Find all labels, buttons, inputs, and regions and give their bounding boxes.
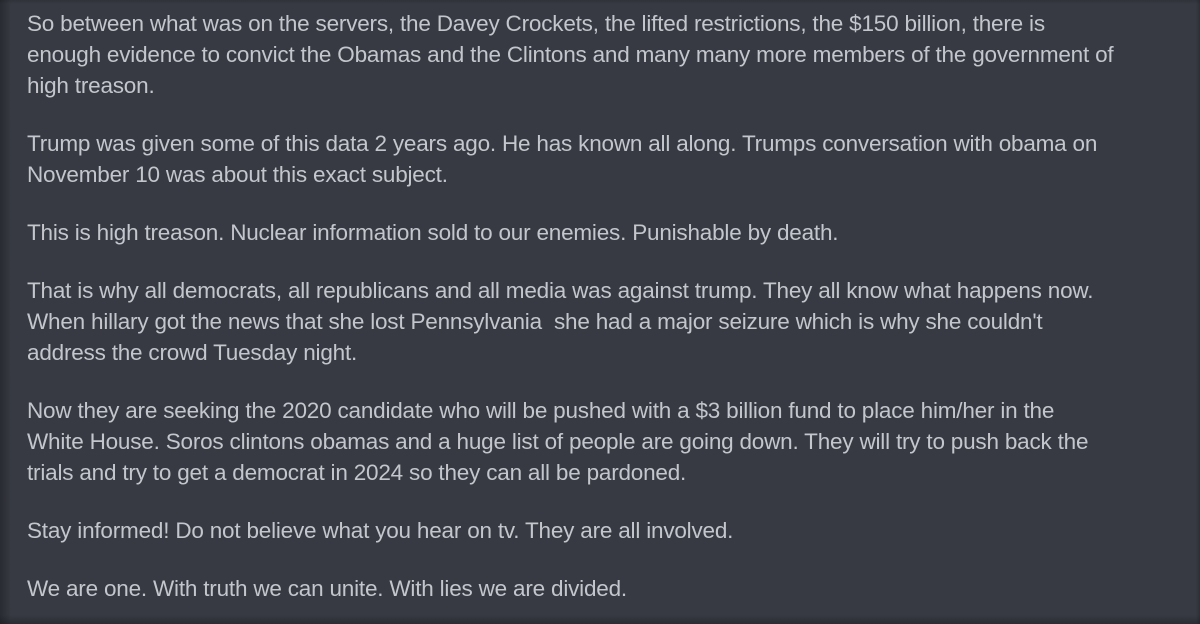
message-line: trials and try to get a democrat in 2024 so they can all be pardoned.: [27, 460, 687, 485]
message-line: address the crowd Tuesday night.: [27, 340, 358, 365]
message-paragraph: [27, 573, 1182, 604]
message-line: Stay informed! Do not believe what you hear on tv. They are all involved.: [27, 518, 734, 543]
message-line: Trump was given some of this data 2 years ago. He has known all along. Trumps conversation with obama on: [27, 131, 1098, 156]
message-line: We are one. With truth we can unite. With lies we are divided.: [27, 576, 627, 601]
message-text-block: [27, 8, 1182, 604]
message-line: This is high treason. Nuclear information sold to our enemies. Punishable by death.: [27, 220, 839, 245]
message-paragraph: [27, 8, 1182, 101]
message-line: That is why all democrats, all republicans and all media was against trump. They all know what happens now.: [27, 278, 1094, 303]
message-paragraph: [27, 128, 1182, 190]
message-paragraph: [27, 515, 1182, 546]
message-line: enough evidence to convict the Obamas and the Clintons and many many more members of the government of: [27, 42, 1114, 67]
message-line: November 10 was about this exact subject.: [27, 162, 448, 187]
message-line: Now they are seeking the 2020 candidate who will be pushed with a $3 billion fund to place him/her in the: [27, 398, 1055, 423]
message-line: So between what was on the servers, the Davey Crockets, the lifted restrictions, the $150 billion, there is: [27, 11, 1045, 36]
message-paragraph: [27, 275, 1182, 368]
message-paragraph: [27, 395, 1182, 488]
message-line: high treason.: [27, 73, 155, 98]
message-line: White House. Soros clintons obamas and a huge list of people are going down. They will try to push back the: [27, 429, 1089, 454]
message-paragraph: [27, 217, 1182, 248]
message-line: When hillary got the news that she lost Pennsylvania she had a major seizure which is why she couldn't: [27, 309, 1043, 334]
